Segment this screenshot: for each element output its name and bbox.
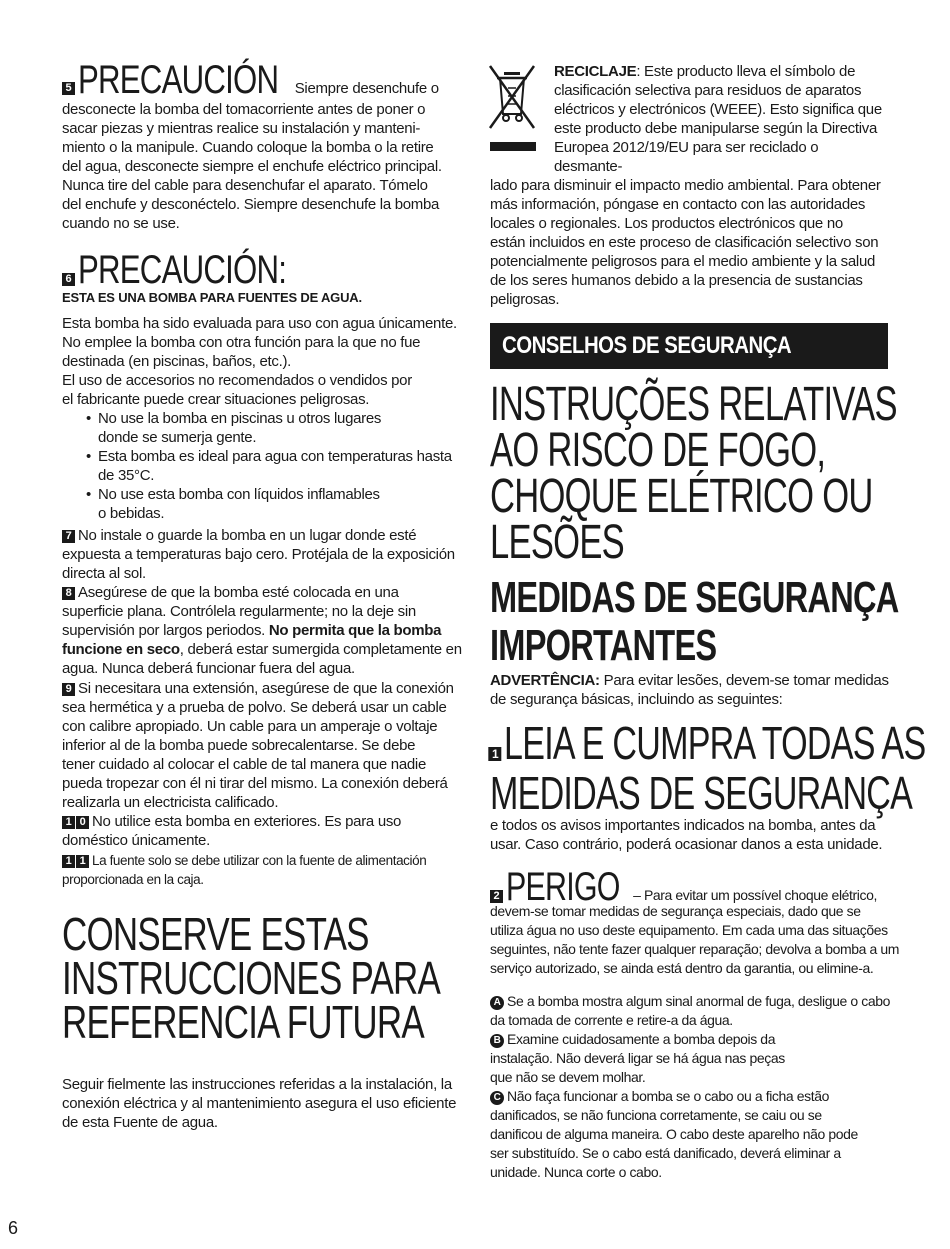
text-line: utiliza água no uso deste equipamento. Em cada uma das situações	[490, 922, 888, 938]
section-banner	[490, 323, 888, 369]
text-line: instalação. Não deverá ligar se há água nas peças	[490, 1050, 785, 1066]
section-number: 1	[76, 855, 89, 868]
section-number: 8	[62, 587, 75, 600]
text-line: sacar piezas y mientras realice su instalación y manteni-	[62, 120, 421, 137]
item-marker-a: A	[490, 996, 504, 1010]
text-line: No instale o guarde la bomba en un lugar donde esté	[78, 527, 417, 544]
heading-line: AO RISCO DE FOGO,	[490, 424, 826, 477]
section-11	[62, 851, 472, 889]
section-body	[62, 314, 462, 523]
text-line: peligrosas.	[490, 291, 560, 308]
text-line: que não se devem molhar.	[490, 1069, 646, 1085]
page-number: 6	[8, 1218, 19, 1238]
section-title: PERIGO	[506, 865, 620, 909]
section-number: 9	[62, 683, 75, 696]
text-line: potencialmente peligrosos para el medio ambiente y la salud	[490, 253, 876, 270]
section-lead: – Para evitar um possível choque elétrico,	[629, 887, 877, 903]
section-2	[490, 866, 900, 978]
list-item: • No use esta bomba con líquidos inflamables o bebidas.	[62, 485, 462, 523]
heading-line: REFERENCIA FUTURA	[62, 996, 424, 1048]
section-10	[62, 812, 472, 850]
text-line: más información, póngase en contacto con las autoridades	[490, 196, 866, 213]
text-line: el fabricante puede crear situaciones peligrosas.	[62, 391, 370, 408]
section-number: 1	[62, 816, 75, 829]
text-line: lado para disminuir el impacto medio ambiental. Para obtener	[490, 177, 881, 194]
heading-line: LEIA E CUMPRA TODAS AS	[504, 717, 926, 769]
list-item: • No use la bomba en piscinas u otros lugares donde se sumerja gente.	[62, 409, 462, 447]
text-line: El uso de accesorios no recomendados o vendidos por	[62, 372, 412, 389]
text-line: usar. Caso contrário, poderá ocasionar danos a esta unidade.	[490, 836, 883, 853]
recycling-label: RECICLAJE	[554, 63, 637, 80]
section-body	[62, 100, 462, 233]
text-line: : Este producto lleva el símbolo de	[636, 63, 856, 80]
heading-line: LESÕES	[490, 516, 624, 569]
text-line: Esta bomba ha sido evaluada para uso con agua únicamente.	[62, 315, 457, 332]
text-line: de esta Fuente de agua.	[62, 1114, 218, 1131]
text-line: conexión eléctrica y al mantenimiento asegura el uso eficiente	[62, 1095, 457, 1112]
text-line: Nunca tire del cable para desenchufar el aparato. Tómelo	[62, 177, 428, 194]
section-lead: Siempre desenchufe o	[294, 80, 439, 97]
weee-crossed-bin-icon	[488, 62, 538, 152]
text-line: de los seres humanos debido a la presencia de sustancias	[490, 272, 863, 289]
heading-line: IMPORTANTES	[490, 621, 717, 670]
heading-line: CONSERVE ESTAS	[62, 908, 369, 960]
text-line: locales o regionales. Los productos electrónicos que no	[490, 215, 843, 232]
section-9	[62, 679, 472, 812]
text-line: directa al sol.	[62, 565, 146, 582]
text-line: con calibre apropiado. Un cable para un amperaje o voltaje	[62, 718, 438, 735]
text-line: No emplee la bomba con otra función para la que no fue	[62, 334, 421, 351]
text-line: Para evitar lesões, devem-se tomar medidas	[599, 672, 889, 689]
text-line: superficie plana. Contrólela regularmente; no la deje sin	[62, 603, 416, 620]
text-line: No utilice esta bomba en exteriores. Es para uso	[92, 813, 402, 830]
text-line: doméstico únicamente.	[62, 832, 210, 849]
text-line: eléctricos y electrónicos (WEEE). Esto significa que	[554, 101, 882, 118]
text-line: devem-se tomar medidas de segurança especiais, dado que se	[490, 903, 861, 919]
banner-text: CONSELHOS DE SEGURANÇA	[502, 332, 792, 359]
heading-line: MEDIDAS DE SEGURANÇA	[490, 573, 899, 622]
emphasis-text: funcione en seco	[62, 641, 180, 658]
heading-line: INSTRUCCIONES PARA	[62, 952, 441, 1004]
text-line: Examine cuidadosamente a bomba depois da	[507, 1031, 776, 1047]
text-line: supervisión por largos periodos.	[62, 622, 269, 639]
text-line: desconecte la bomba del tomacorriente antes de poner o	[62, 101, 426, 118]
text-line: Europea 2012/19/EU para ser reciclado o desmante-	[554, 139, 819, 175]
text-line: de segurança básicas, incluindo as seguintes:	[490, 691, 783, 708]
section-number: 7	[62, 530, 75, 543]
text-line: inferior al de la bomba puede sobrecalentarse. Se debe	[62, 737, 416, 754]
section-8	[62, 583, 472, 678]
section-number: 2	[490, 890, 503, 903]
text-line: unidade. Nunca corte o cabo.	[490, 1164, 662, 1180]
section-body	[490, 902, 900, 978]
text-line: e todos os avisos importantes indicados na bomba, antes da	[490, 817, 876, 834]
heading-line: INSTRUÇÕES RELATIVAS	[490, 378, 897, 431]
section-1-body	[490, 816, 900, 854]
text-line: agua. Nunca deberá funcionar fuera del agua.	[62, 660, 355, 677]
warning-label: ADVERTÊNCIA:	[490, 672, 600, 689]
list-item: • Esta bomba es ideal para agua con temperaturas hasta de 35°C.	[62, 447, 462, 485]
section-title: PRECAUCIÓN:	[78, 248, 287, 292]
emphasis-text: No permita que la bomba	[268, 622, 442, 639]
section-1	[490, 717, 926, 819]
text-line: tener cuidado al colocar el cable de tal manera que nadie	[62, 756, 426, 773]
recycling-indented-text	[490, 62, 890, 176]
item-marker-c: C	[490, 1091, 504, 1105]
warning-paragraph	[490, 671, 900, 709]
text-line: La fuente solo se debe utilizar con la fuente de alimentación	[92, 853, 427, 868]
section-5	[62, 58, 462, 233]
text-line: , deberá estar sumergida completamente en	[179, 641, 462, 658]
text-line: Não faça funcionar a bomba se o cabo ou a ficha estão	[507, 1088, 830, 1104]
section-title: PRECAUCIÓN	[78, 58, 279, 102]
numbered-items	[490, 992, 900, 1182]
section-number: 6	[62, 273, 75, 286]
text-line: sea hermética y a prueba de polvo. Se deberá usar un cable	[62, 699, 447, 716]
text-line: realizarla un electricista calificado.	[62, 794, 279, 811]
section-number: 0	[76, 816, 89, 829]
text-line: expuesta a temperaturas bajo cero. Protéjala de la exposición	[62, 546, 455, 563]
section-number: 5	[62, 82, 75, 95]
text-line: destinada (en piscinas, baños, etc.).	[62, 353, 292, 370]
text-line: proporcionada en la caja.	[62, 872, 204, 887]
text-line: clasificación selectiva para residuos de aparatos	[554, 82, 862, 99]
text-line: cuando no se use.	[62, 215, 180, 232]
text-line: serviço autorizado, se ainda está dentro da garantia, ou elimine-a.	[490, 960, 874, 976]
closing-paragraph	[62, 1075, 472, 1132]
item-marker-b: B	[490, 1034, 504, 1048]
section-number: 1	[488, 747, 501, 761]
section-7	[62, 526, 472, 583]
bullet-list	[62, 409, 462, 523]
text-line: danificou de alguma maneira. O cabo deste aparelho não pode	[490, 1126, 858, 1142]
section-6	[62, 250, 462, 523]
text-line: están incluidos en este proceso de clasificación selectivo son	[490, 234, 879, 251]
main-heading	[490, 378, 897, 569]
text-line: danificados, se não funciona corretamente, se caiu ou se	[490, 1107, 822, 1123]
text-line: seguintes, não tente fazer qualquer reparação; devolva a bomba a um	[490, 941, 900, 957]
text-line: del enchufe y desconéctelo. Siempre desenchufe la bomba	[62, 196, 440, 213]
text-line: da tomada de corrente e retire-a da água.	[490, 1012, 733, 1028]
text-line: miento o la manipule. Cuando coloque la bomba o la retire	[62, 139, 434, 156]
section-subtitle: ESTA ES UNA BOMBA PARA FUENTES DE AGUA.	[62, 290, 362, 305]
recycling-body	[490, 176, 890, 309]
recycling-section	[490, 62, 890, 309]
text-line: Si necesitara una extensión, asegúrese de que la conexión	[78, 680, 454, 697]
text-line: Se a bomba mostra algum sinal anormal de fuga, desligue o cabo	[507, 993, 890, 1009]
text-line: ser substituído. Se o cabo está danificado, deverá eliminar a	[490, 1145, 841, 1161]
text-line: este producto debe manipularse según la Directiva	[554, 120, 877, 137]
heading-line: MEDIDAS DE SEGURANÇA	[490, 767, 913, 819]
bold-heading	[490, 573, 899, 670]
text-line: del agua, desconecte siempre el enchufe eléctrico principal.	[62, 158, 442, 175]
text-line: Asegúrese de que la bomba esté colocada en una	[78, 584, 399, 601]
text-line: pueda tropezar con él ni tirar del mismo. La conexión deberá	[62, 775, 448, 792]
text-line: Seguir fielmente las instrucciones referidas a la instalación, la	[62, 1076, 452, 1093]
heading-line: CHOQUE ELÉTRICO OU	[490, 470, 873, 523]
conserve-heading	[62, 908, 482, 1048]
section-number: 1	[62, 855, 75, 868]
